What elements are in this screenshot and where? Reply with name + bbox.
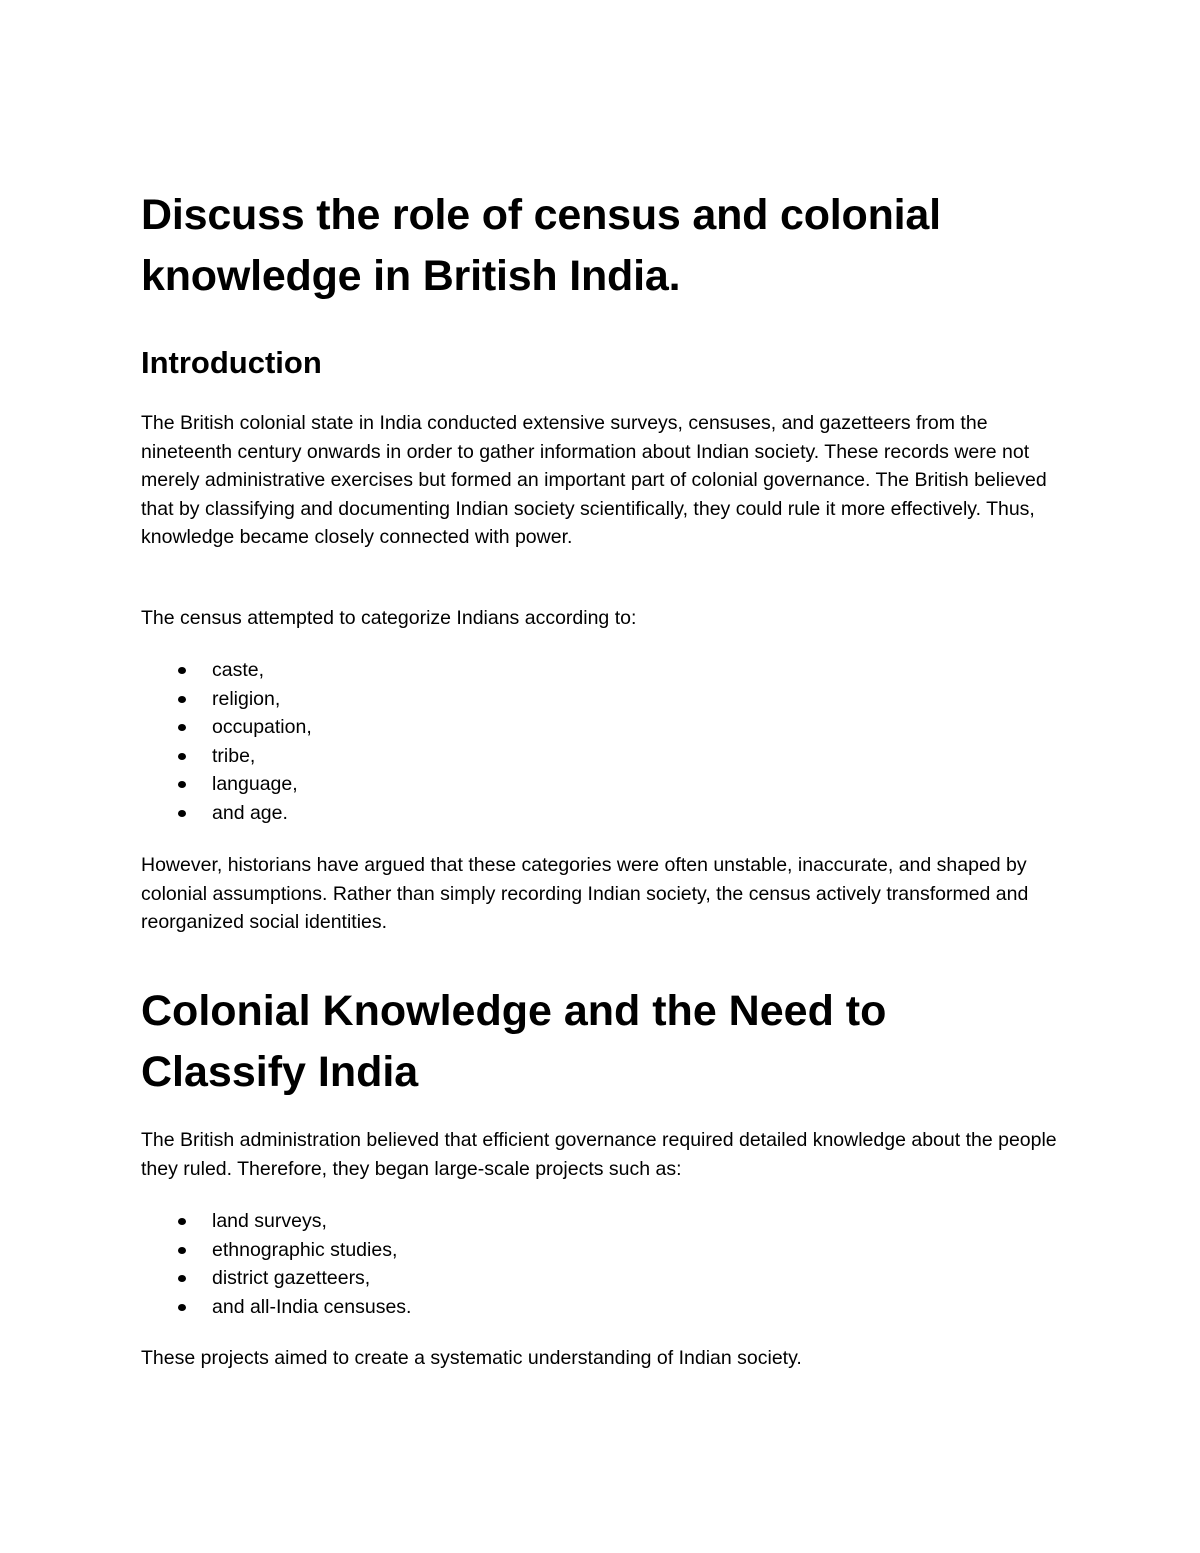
bullet-icon [178, 810, 186, 817]
census-categories-list [141, 656, 312, 828]
list-item: district gazetteers, [141, 1264, 411, 1293]
introduction-heading: Introduction [141, 345, 322, 380]
projects-list [141, 1207, 411, 1321]
bullet-icon [178, 1275, 186, 1282]
bullet-icon [178, 781, 186, 788]
introduction-paragraph-2: The census attempted to categorize Indians according to: [141, 607, 637, 629]
introduction-paragraph-1: The British colonial state in India conducted extensive surveys, censuses, and gazetteers from the nineteenth century onwards in order to gather information about Indian society. These records were not merely administrative exercises but formed an important part of colonial governance. The British believed that by classifying and documenting Indian society scientifically, they could rule it more effectively. Thus, knowledge became closely connected with power. [141, 412, 1047, 549]
list-item: and age. [141, 799, 312, 828]
section-heading-colonial-knowledge: Colonial Knowledge and the Need to Classify India [141, 987, 887, 1096]
list-item: and all-India censuses. [141, 1293, 411, 1322]
bullet-icon [178, 696, 186, 703]
bullet-icon [178, 724, 186, 731]
document-title: Discuss the role of census and colonial knowledge in British India. [141, 191, 941, 300]
bullet-icon [178, 1304, 186, 1311]
list-item: ethnographic studies, [141, 1236, 411, 1265]
bullet-icon [178, 753, 186, 760]
bullet-icon [178, 667, 186, 674]
list-item: land surveys, [141, 1207, 411, 1236]
list-item: tribe, [141, 742, 312, 771]
bullet-icon [178, 1218, 186, 1225]
section-paragraph-2: These projects aimed to create a systematic understanding of Indian society. [141, 1347, 802, 1369]
list-item: religion, [141, 685, 312, 714]
list-item: occupation, [141, 713, 312, 742]
list-item: language, [141, 770, 312, 799]
section-paragraph-1: The British administration believed that efficient governance required detailed knowledge about the people they ruled. Therefore, they began large-scale projects such as: [141, 1129, 1057, 1180]
introduction-paragraph-3: However, historians have argued that these categories were often unstable, inaccurate, and shaped by colonial assumptions. Rather than simply recording Indian society, the census actively transformed and reorganized social identities. [141, 854, 1029, 934]
bullet-icon [178, 1247, 186, 1254]
list-item: caste, [141, 656, 312, 685]
